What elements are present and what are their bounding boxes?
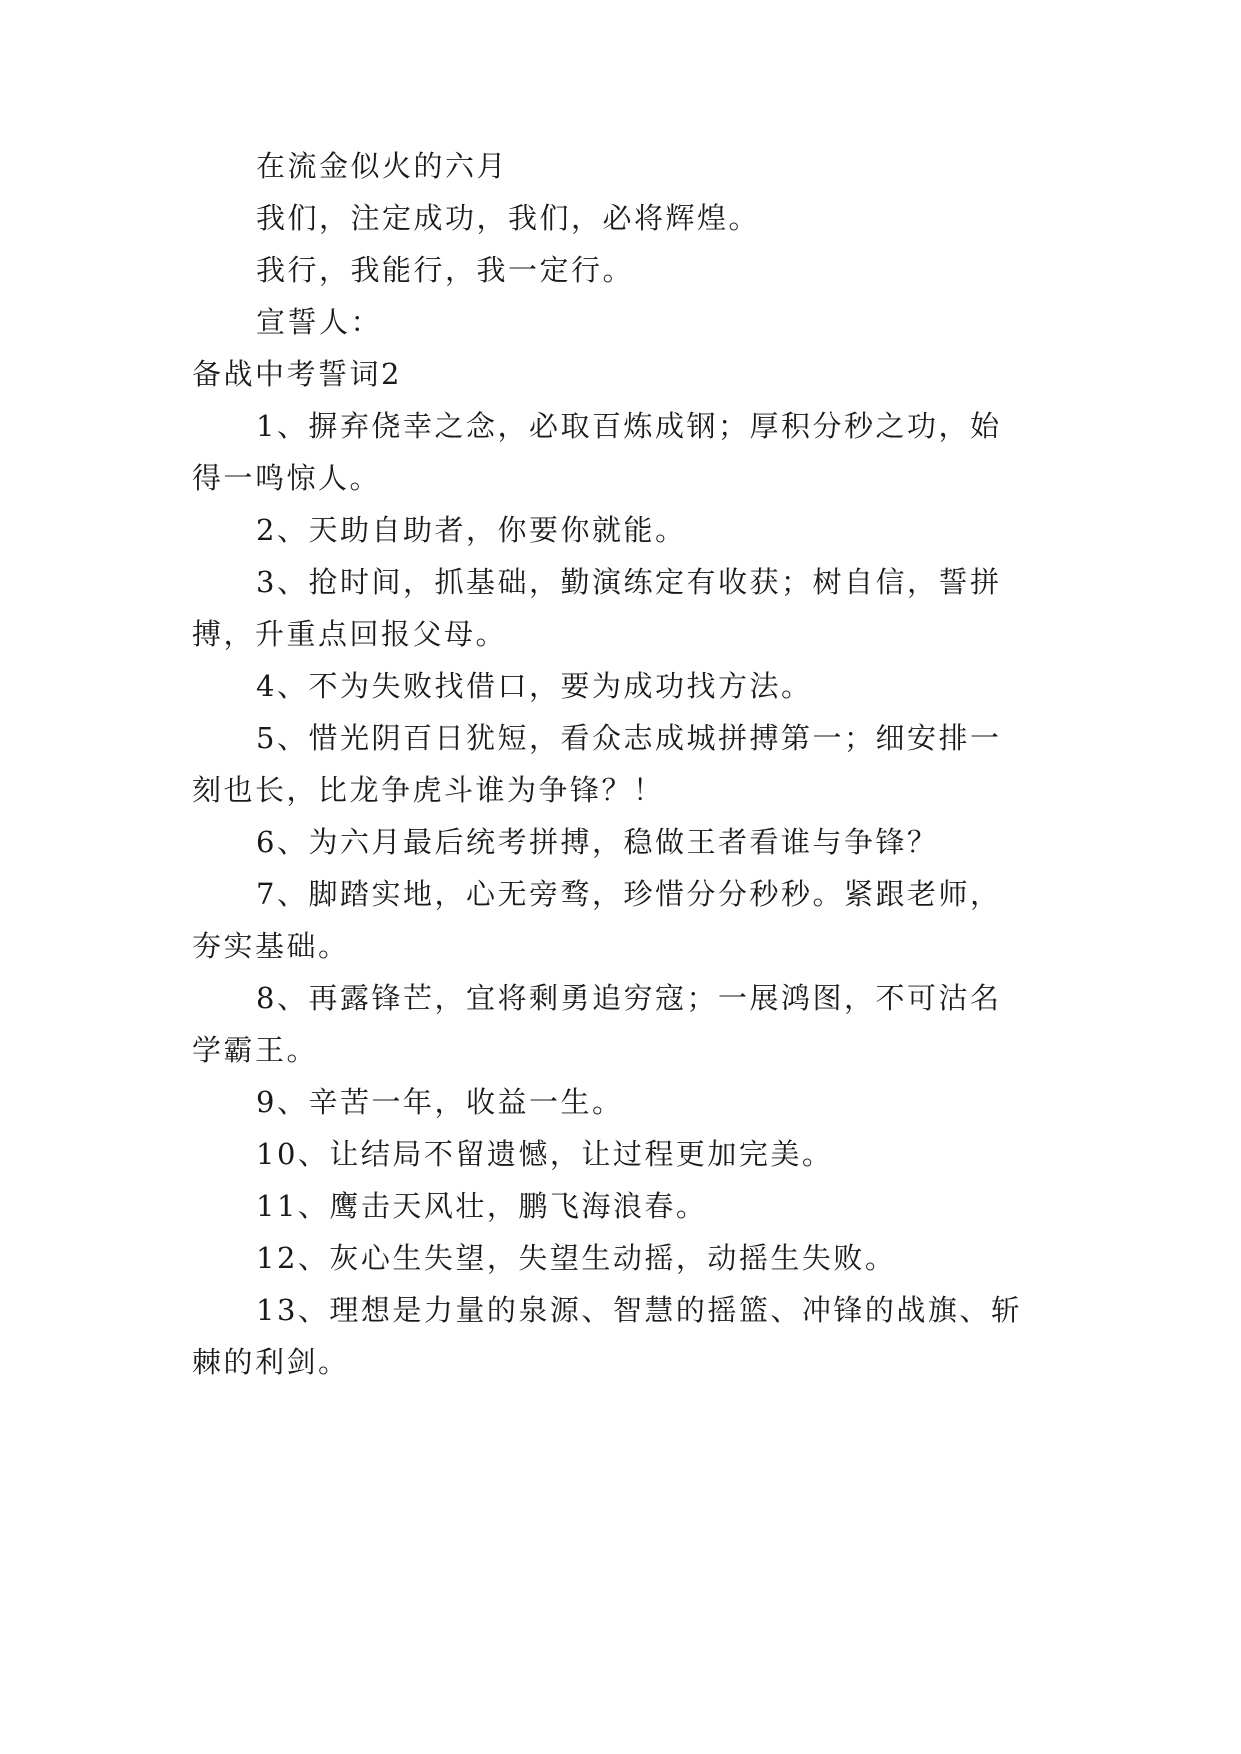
oath-item-5-continuation: 刻也长，比龙争虎斗谁为争锋？！ bbox=[192, 773, 665, 807]
oath-item-2: 2、天助自助者，你要你就能。 bbox=[256, 513, 687, 547]
oath-item-12: 12、灰心生失望，失望生动摇，动摇生失败。 bbox=[256, 1241, 897, 1275]
intro-line: 在流金似火的六月 bbox=[256, 149, 509, 183]
oath-item-8-continuation: 学霸王。 bbox=[192, 1033, 319, 1067]
intro-line: 我们，注定成功，我们，必将辉煌。 bbox=[256, 201, 761, 235]
oath-item-6: 6、为六月最后统考拼搏，稳做王者看谁与争锋？ bbox=[256, 825, 939, 859]
oath-item-5: 5、惜光阴百日犹短，看众志成城拼搏第一；细安排一 bbox=[256, 721, 1002, 755]
oath-item-3: 3、抢时间，抓基础，勤演练定有收获；树自信，誓拼 bbox=[256, 565, 1002, 599]
oath-item-1-continuation: 得一鸣惊人。 bbox=[192, 461, 382, 495]
oath-item-11: 11、鹰击天风壮，鹏飞海浪春。 bbox=[256, 1189, 708, 1223]
intro-line: 宣誓人： bbox=[256, 305, 383, 339]
oath-item-4: 4、不为失败找借口，要为成功找方法。 bbox=[256, 669, 813, 703]
intro-line: 我行，我能行，我一定行。 bbox=[256, 253, 635, 287]
oath-item-10: 10、让结局不留遗憾，让过程更加完美。 bbox=[256, 1137, 834, 1171]
oath-item-7: 7、脚踏实地，心无旁骛，珍惜分分秒秒。紧跟老师， bbox=[256, 877, 1002, 911]
oath-item-13: 13、理想是力量的泉源、智慧的摇篮、冲锋的战旗、斩 bbox=[256, 1293, 1023, 1327]
oath-item-3-continuation: 搏，升重点回报父母。 bbox=[192, 617, 508, 651]
oath-item-13-continuation: 棘的利剑。 bbox=[192, 1345, 350, 1379]
oath-item-7-continuation: 夯实基础。 bbox=[192, 929, 350, 963]
oath-item-8: 8、再露锋芒，宜将剩勇追穷寇；一展鸿图，不可沽名 bbox=[256, 981, 1002, 1015]
section-title: 备战中考誓词2 bbox=[192, 357, 402, 391]
oath-item-9: 9、辛苦一年，收益一生。 bbox=[256, 1085, 624, 1119]
oath-item-1: 1、摒弃侥幸之念，必取百炼成钢；厚积分秒之功，始 bbox=[256, 409, 1002, 443]
